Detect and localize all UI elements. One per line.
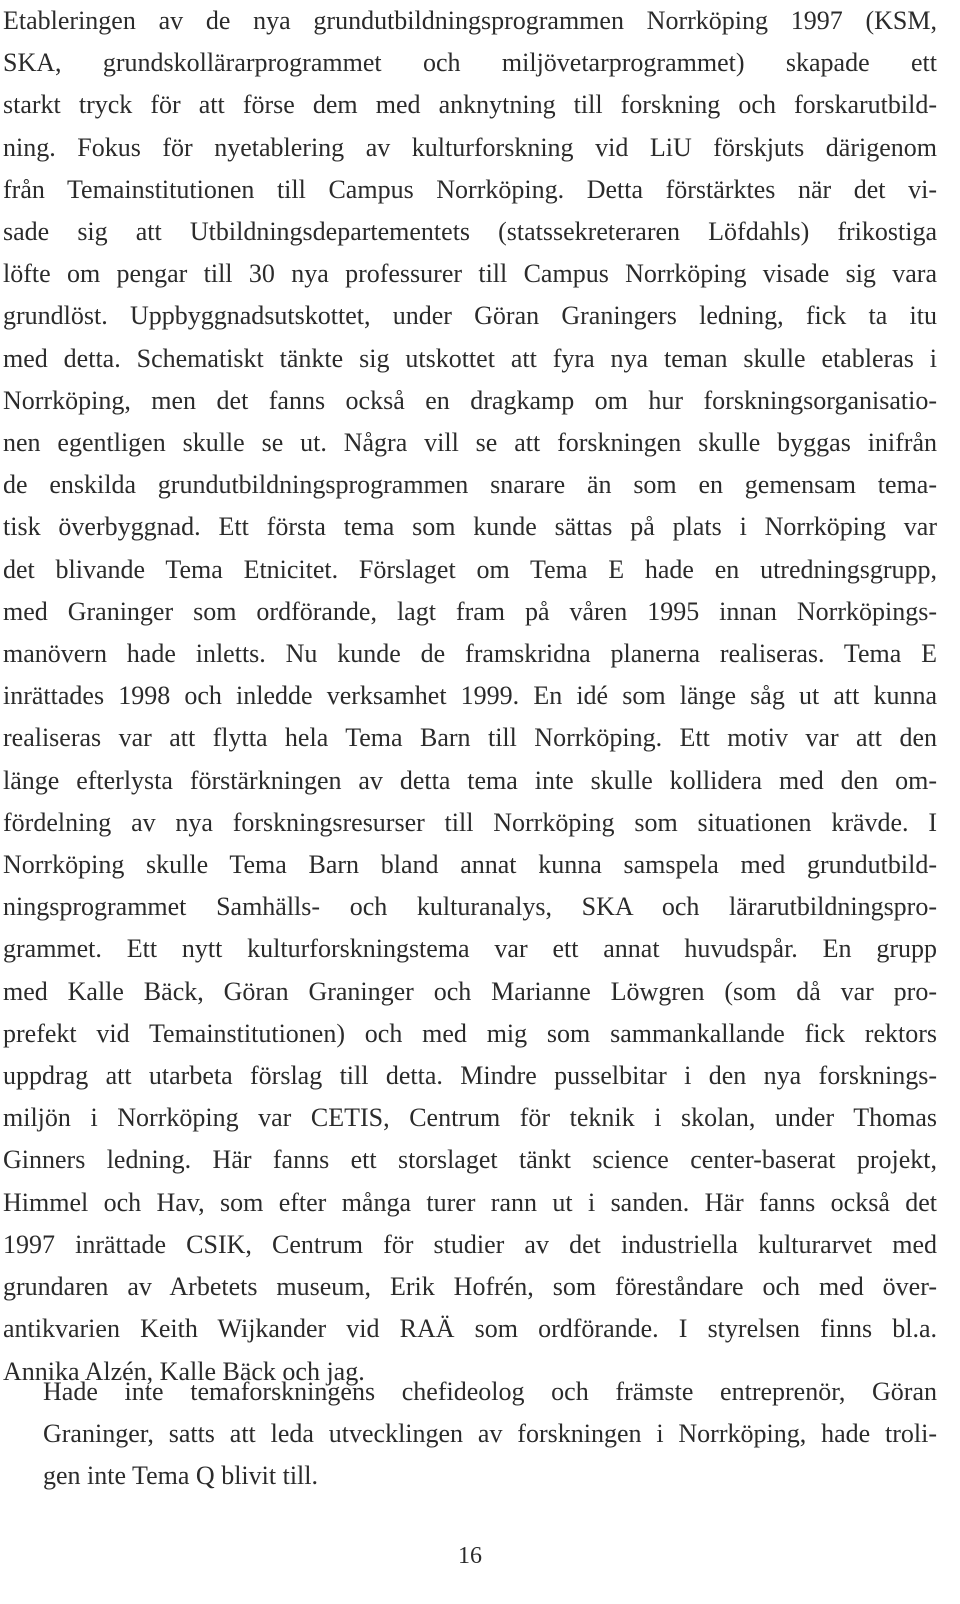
paragraph-1-line: miljön i Norrköping var CETIS, Centrum för teknik i skolan, under Thomas bbox=[3, 1103, 937, 1133]
paragraph-1-line: med Graninger som ordförande, lagt fram på våren 1995 innan Norrköpings- bbox=[3, 596, 937, 626]
paragraph-1-line: nen egentligen skulle se ut. Några vill se att forskningen skulle byggas inifrån bbox=[3, 428, 937, 458]
document-page bbox=[3, 0, 937, 1604]
paragraph-1-line: Annika Alzén, Kalle Bäck och jag. bbox=[3, 1356, 365, 1386]
paragraph-1-line: ningsprogrammet Samhälls- och kulturanalys, SKA och lärarutbildningspro- bbox=[3, 892, 937, 922]
paragraph-1-line: sade sig att Utbildningsdepartementets (statssekreteraren Löfdahls) frikostiga bbox=[3, 217, 937, 247]
paragraph-2-line: gen inte Tema Q blivit till. bbox=[43, 1461, 318, 1491]
paragraph-1-line: länge efterlysta förstärkningen av detta tema inte skulle kollidera med den om- bbox=[3, 765, 937, 795]
paragraph-1-line: Etableringen av de nya grundutbildningsprogrammen Norrköping 1997 (KSM, bbox=[3, 6, 937, 35]
paragraph-2-line: Graninger, satts att leda utvecklingen av forskningen i Norrköping, hade troli- bbox=[43, 1419, 937, 1449]
paragraph-1-line: med detta. Schematiskt tänkte sig utskottet att fyra nya teman skulle etableras i bbox=[3, 343, 937, 373]
paragraph-1-line: löfte om pengar till 30 nya professurer till Campus Norrköping visade sig vara bbox=[3, 259, 937, 289]
paragraph-1-line: starkt tryck för att förse dem med anknytning till forskning och forskarutbild- bbox=[3, 90, 937, 120]
paragraph-1-line: Ginners ledning. Här fanns ett storslaget tänkt science center-baserat projekt, bbox=[3, 1145, 937, 1175]
paragraph-1-line: ning. Fokus för nyetablering av kulturforskning vid LiU förskjuts därigenom bbox=[3, 132, 937, 162]
paragraph-1-line: Norrköping, men det fanns också en dragkamp om hur forskningsorganisatio- bbox=[3, 385, 937, 415]
paragraph-1-line: det blivande Tema Etnicitet. Förslaget om Tema E hade en utredningsgrupp, bbox=[3, 554, 937, 584]
page-number: 16 bbox=[458, 1543, 482, 1569]
body-paragraph-2 bbox=[3, 1371, 937, 1498]
paragraph-1-line: SKA, grundskollärarprogrammet och miljövetarprogrammet) skapade ett bbox=[3, 48, 937, 78]
paragraph-1-line: grammet. Ett nytt kulturforskningstema var ett annat huvudspår. En grupp bbox=[3, 934, 937, 964]
body-paragraph-1 bbox=[3, 0, 937, 1393]
paragraph-1-line: grundaren av Arbetets museum, Erik Hofrén, som föreståndare och med över- bbox=[3, 1272, 937, 1302]
paragraph-1-line: realiseras var att flytta hela Tema Barn till Norrköping. Ett motiv var att den bbox=[3, 723, 937, 753]
paragraph-1-line: med Kalle Bäck, Göran Graninger och Marianne Löwgren (som då var pro- bbox=[3, 976, 937, 1006]
paragraph-1-line: 1997 inrättade CSIK, Centrum för studier av det industriella kulturarvet med bbox=[3, 1229, 937, 1259]
paragraph-1-line: inrättades 1998 och inledde verksamhet 1999. En idé som länge såg ut att kunna bbox=[3, 681, 937, 711]
paragraph-1-line: de enskilda grundutbildningsprogrammen snarare än som en gemensam tema- bbox=[3, 470, 937, 500]
paragraph-1-line: manövern hade inletts. Nu kunde de framskridna planerna realiseras. Tema E bbox=[3, 639, 937, 669]
paragraph-1-line: Norrköping skulle Tema Barn bland annat kunna samspela med grundutbild- bbox=[3, 850, 937, 880]
paragraph-1-line: prefekt vid Temainstitutionen) och med mig som sammankallande fick rektors bbox=[3, 1018, 937, 1048]
paragraph-1-line: tisk överbyggnad. Ett första tema som kunde sättas på plats i Norrköping var bbox=[3, 512, 937, 542]
paragraph-2-line: Hade inte temaforskningens chefideolog och främste entreprenör, Göran bbox=[43, 1377, 937, 1406]
paragraph-1-line: antikvarien Keith Wijkander vid RAÄ som ordförande. I styrelsen finns bl.a. bbox=[3, 1314, 937, 1344]
paragraph-1-line: Himmel och Hav, som efter många turer rann ut i sanden. Här fanns också det bbox=[3, 1187, 937, 1217]
paragraph-1-line: grundlöst. Uppbyggnadsutskottet, under Göran Graningers ledning, fick ta itu bbox=[3, 301, 937, 331]
paragraph-1-line: från Temainstitutionen till Campus Norrköping. Detta förstärktes när det vi- bbox=[3, 174, 937, 204]
paragraph-1-line: fördelning av nya forskningsresurser till Norrköping som situationen krävde. I bbox=[3, 807, 937, 837]
paragraph-1-line: uppdrag att utarbeta förslag till detta. Mindre pusselbitar i den nya forsknings- bbox=[3, 1061, 937, 1091]
